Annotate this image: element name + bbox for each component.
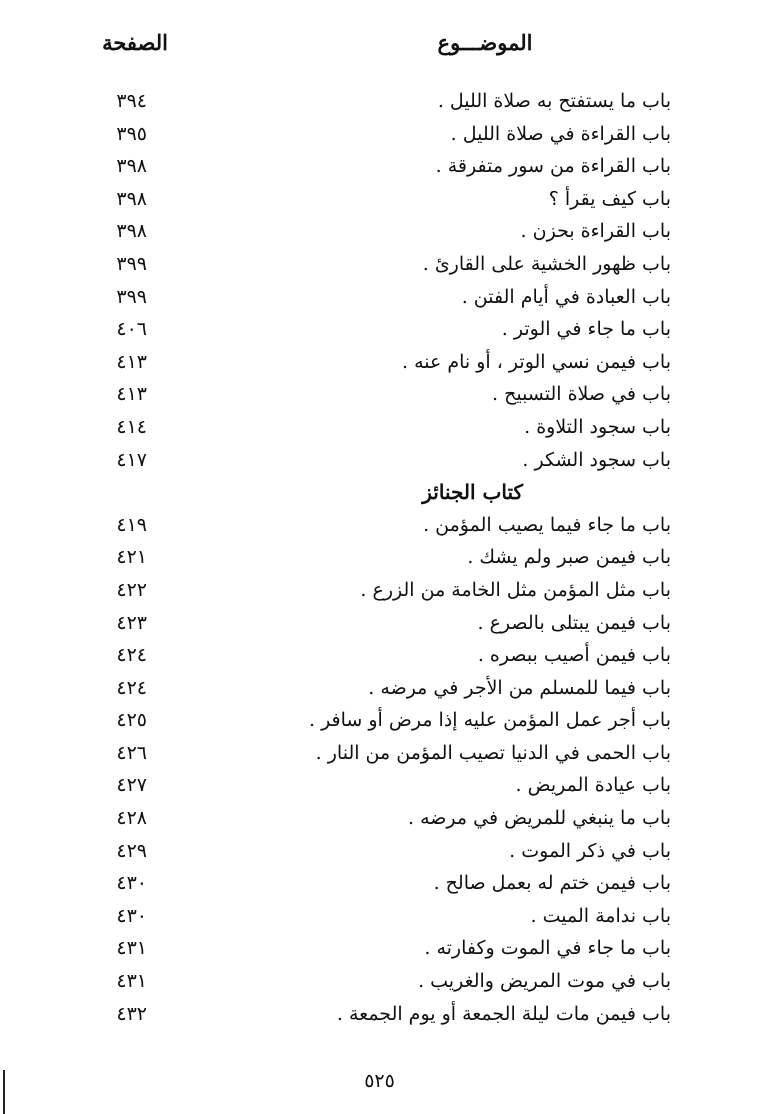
toc-entry [0, 118, 759, 151]
entry-page: ٤٣٢ [116, 1002, 147, 1025]
toc-entry [0, 900, 759, 933]
entry-page: ٤٣٠ [116, 872, 147, 895]
entry-page: ٤٠٦ [116, 318, 147, 341]
entry-page: ٤٢٤ [116, 676, 147, 699]
toc-entry [0, 85, 759, 118]
entry-page: ٣٩٨ [116, 187, 147, 210]
entry-title: باب القراءة بحزن . [520, 220, 671, 243]
entry-page: ٤١٣ [116, 383, 147, 406]
toc-entry [0, 737, 759, 770]
toc-entry [0, 672, 759, 705]
toc-entry [0, 150, 759, 183]
toc-entry [0, 932, 759, 965]
entry-title: باب فيمن نسي الوتر ، أو نام عنه . [402, 350, 671, 373]
entry-title: باب ما جاء في الوتر . [501, 318, 671, 341]
entry-page: ٤٣١ [116, 937, 147, 960]
entry-title: باب فيما للمسلم من الأجر في مرضه . [368, 676, 671, 699]
toc-entry [0, 346, 759, 379]
entry-title: باب ما جاء فيما يصيب المؤمن . [423, 513, 671, 536]
toc-entry [0, 248, 759, 281]
entry-title: باب ندامة الميت . [530, 904, 671, 927]
toc-entry [0, 607, 759, 640]
entry-page: ٣٩٩ [116, 285, 147, 308]
entry-title: باب فيمن أصيب ببصره . [477, 644, 671, 667]
entry-page: ٤٢٩ [116, 839, 147, 862]
toc-entry [0, 509, 759, 542]
entry-title: باب أجر عمل المؤمن عليه إذا مرض أو سافر . [308, 709, 671, 732]
entry-page: ٤٢٧ [116, 774, 147, 797]
entry-title: باب ظهور الخشية على القارئ . [422, 252, 671, 275]
toc-entry [0, 965, 759, 998]
entry-title: باب ما ينبغي للمريض في مرضه . [408, 807, 671, 830]
toc-entry [0, 835, 759, 868]
entry-page: ٤٢٢ [116, 578, 147, 601]
section-heading-row [0, 476, 759, 509]
toc-list [0, 85, 759, 1030]
entry-page: ٤٣١ [116, 970, 147, 993]
page-number: ٥٢٥ [364, 1070, 395, 1092]
entry-title: باب القراءة من سور متفرقة . [435, 155, 671, 178]
toc-entry [0, 998, 759, 1031]
entry-page: ٤٢٣ [116, 611, 147, 634]
entry-title: باب في صلاة التسبيح . [492, 383, 671, 406]
entry-title: باب ما جاء في الموت وكفارته . [424, 937, 671, 960]
entry-page: ٣٩٨ [116, 220, 147, 243]
entry-title: باب فيمن صبر ولم يشك . [467, 546, 671, 569]
entry-page: ٣٩٩ [116, 252, 147, 275]
scan-edge-line [3, 1070, 5, 1114]
entry-page: ٤١٩ [116, 513, 147, 536]
toc-entry [0, 281, 759, 314]
entry-title: باب سجود التلاوة . [524, 415, 671, 438]
entry-title: باب فيمن ختم له بعمل صالح . [433, 872, 671, 895]
toc-entry [0, 541, 759, 574]
entry-title: باب فيمن يبتلى بالصرع . [477, 611, 671, 634]
toc-entry [0, 215, 759, 248]
toc-entry [0, 802, 759, 835]
entry-title: باب في موت المريض والغريب . [418, 970, 671, 993]
entry-title: باب فيمن مات ليلة الجمعة أو يوم الجمعة . [336, 1002, 671, 1025]
toc-entry [0, 704, 759, 737]
entry-title: باب القراءة في صلاة الليل . [450, 122, 671, 145]
entry-title: باب مثل المؤمن مثل الخامة من الزرع . [360, 578, 671, 601]
entry-page: ٤١٣ [116, 350, 147, 373]
toc-entry [0, 867, 759, 900]
entry-title: باب في ذكر الموت . [509, 839, 671, 862]
entry-page: ٤١٧ [116, 448, 147, 471]
toc-entry [0, 411, 759, 444]
entry-page: ٤٢٥ [116, 709, 147, 732]
entry-page: ٣٩٥ [116, 122, 147, 145]
toc-entry [0, 313, 759, 346]
entry-title: باب سجود الشكر . [522, 448, 671, 471]
entry-title: باب الحمى في الدنيا تصيب المؤمن من النار . [315, 741, 671, 764]
entry-title: باب العبادة في أيام الفتن . [461, 285, 671, 308]
entry-page: ٤٢٦ [116, 741, 147, 764]
entry-title: باب ما يستفتح به صلاة الليل . [437, 90, 671, 112]
page-column-heading: الصفحة [102, 30, 168, 55]
section-heading: كتاب الجنائز [422, 480, 523, 505]
entry-page: ٤٢١ [116, 546, 147, 569]
entry-title: باب عيادة المريض . [515, 774, 671, 797]
entry-page: ٤٣٠ [116, 904, 147, 927]
toc-entry [0, 444, 759, 477]
entry-page: ٤٢٤ [116, 644, 147, 667]
entry-title: باب كيف يقرأ ؟ [548, 187, 671, 210]
toc-entry [0, 769, 759, 802]
toc-entry [0, 183, 759, 216]
toc-entry [0, 574, 759, 607]
toc-entry [0, 639, 759, 672]
toc-header [0, 30, 759, 64]
entry-page: ٣٩٤ [116, 90, 147, 112]
toc-entry [0, 378, 759, 411]
entry-page: ٤١٤ [116, 415, 147, 438]
topic-column-heading: الموضـــوع [437, 30, 533, 55]
entry-page: ٤٢٨ [116, 807, 147, 830]
entry-page: ٣٩٨ [116, 155, 147, 178]
